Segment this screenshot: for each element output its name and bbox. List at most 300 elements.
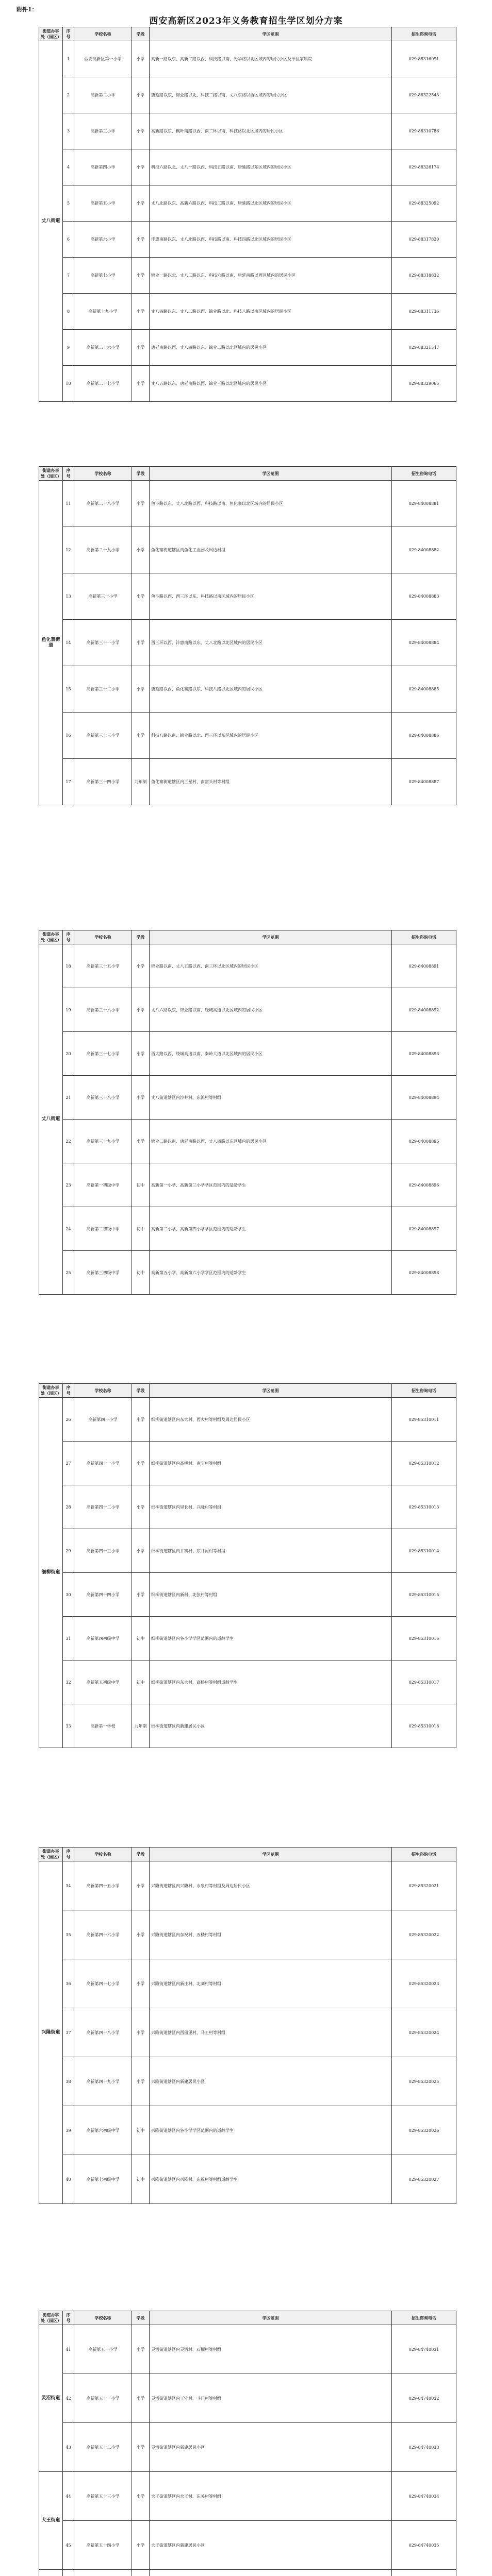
cell-school: 高新第五十小学 [74, 2325, 132, 2374]
cell-num: 38 [63, 2057, 74, 2106]
cell-range: 唐延路以东、锦业路以北、科技二路以南、丈八东路以西区域内的居民小区 [150, 77, 392, 113]
cell-phone: 029-85320027 [392, 2155, 456, 2204]
cell-school: 高新第三初级中学 [74, 1251, 132, 1295]
cell-school: 高新第六小学 [74, 222, 132, 258]
cell-phone: 029-88317820 [392, 222, 456, 258]
cell-level: 小学 [132, 77, 150, 113]
cell-area [39, 2570, 63, 2576]
cell-phone: 029-84740032 [392, 2374, 456, 2423]
header-area: 街道办事处（园区） [39, 27, 63, 41]
cell-range: 细柳街道辖区内各小学学区范围内的适龄学生 [150, 1617, 392, 1660]
header-area: 街道办事处（园区） [39, 467, 63, 481]
cell-num: 44 [63, 2472, 74, 2521]
cell-range: 细柳街道辖区内新建居民小区 [150, 1704, 392, 1748]
header-phone: 招生咨询电话 [392, 2311, 456, 2325]
cell-school [74, 2570, 132, 2576]
cell-phone: 029-85320026 [392, 2106, 456, 2155]
cell-level: 小学 [132, 527, 150, 573]
cell-level: 小学 [132, 2325, 150, 2374]
cell-num: 22 [63, 1120, 74, 1163]
cell-school: 高新第三十三小学 [74, 713, 132, 759]
cell-range: 细柳街道辖区内高桥村、南宁村等村组 [150, 1442, 392, 1485]
header-range: 学区范围 [150, 1384, 392, 1398]
cell-phone: 029-85310016 [392, 1617, 456, 1660]
cell-num: 8 [63, 294, 74, 330]
cell-school: 高新第二十八小学 [74, 481, 132, 527]
cell-school: 高新第五小学 [74, 185, 132, 222]
header-level: 学段 [132, 930, 150, 944]
cell-level: 小学 [132, 222, 150, 258]
header-phone: 招生咨询电话 [392, 930, 456, 944]
cell-num: 42 [63, 2374, 74, 2423]
cell-num: 6 [63, 222, 74, 258]
cell-range: 兴隆街道辖区内兴隆村、东祝村等村组适龄学生 [150, 2155, 392, 2204]
cell-num: 1 [63, 41, 74, 77]
header-num: 序号 [63, 2311, 74, 2325]
table-row [39, 1573, 456, 1617]
cell-phone: 029-84740031 [392, 2325, 456, 2374]
cell-phone: 029-84008894 [392, 1076, 456, 1120]
cell-phone: 029-88322543 [392, 77, 456, 113]
cell-phone: 029-85320022 [392, 1910, 456, 1959]
cell-phone: 029-84008887 [392, 759, 456, 805]
cell-phone: 029-84008895 [392, 1120, 456, 1163]
table-row [39, 113, 456, 149]
cell-school: 高新第七小学 [74, 258, 132, 294]
cell-level: 小学 [132, 1485, 150, 1529]
table-row [39, 2570, 456, 2576]
cell-phone: 029-84008885 [392, 666, 456, 713]
cell-school: 高新第三十九小学 [74, 1120, 132, 1163]
cell-range: 鱼化寨街道辖区内三星村、南窑头村等村组 [150, 759, 392, 805]
cell-level: 小学 [132, 1398, 150, 1442]
cell-num: 32 [63, 1660, 74, 1704]
table-row [39, 222, 456, 258]
cell-school: 高新第一学校 [74, 1704, 132, 1748]
cell-num: 25 [63, 1251, 74, 1295]
cell-num: 29 [63, 1529, 74, 1573]
cell-level: 小学 [132, 2423, 150, 2472]
cell-range: 锦业二路以南、唐延南路以西、丈八四路以东区域内的居民小区 [150, 1120, 392, 1163]
cell-school: 高新第一初级中学 [74, 1163, 132, 1207]
cell-range: 细柳街道辖区内新村、北张村等村组 [150, 1573, 392, 1617]
cell-level: 初中 [132, 1163, 150, 1207]
cell-range: 丈八北路以东、高新六路以西、科技二路以南、唐延路以北区域内的居民小区 [150, 185, 392, 222]
table-row [39, 149, 456, 185]
table-header-row [39, 467, 456, 481]
table-page [39, 1383, 456, 1748]
cell-school: 高新第三十一小学 [74, 620, 132, 666]
cell-school: 高新第五十一小学 [74, 2374, 132, 2423]
cell-level: 小学 [132, 258, 150, 294]
table-row [39, 944, 456, 988]
cell-level: 小学 [132, 713, 150, 759]
cell-level: 小学 [132, 2057, 150, 2106]
table-page [39, 466, 456, 805]
table-page [39, 2311, 456, 2576]
cell-level: 小学 [132, 149, 150, 185]
header-level: 学段 [132, 1848, 150, 1861]
cell-num: 3 [63, 113, 74, 149]
cell-area: 灵沼街道 [39, 2325, 63, 2472]
header-num: 序号 [63, 1384, 74, 1398]
cell-school: 高新第四十三小学 [74, 1529, 132, 1573]
cell-range: 高新第二小学、高新第四小学学区范围内的适龄学生 [150, 1207, 392, 1251]
cell-num: 12 [63, 527, 74, 573]
cell-range: 兴隆街道辖区内各小学学区范围内的适龄学生 [150, 2106, 392, 2155]
cell-range: 沣惠南路以东、丈八北路以西、科技路以南、科技四路以北区域内的居民小区 [150, 222, 392, 258]
schools-table [39, 1383, 456, 1748]
table-row [39, 666, 456, 713]
cell-phone: 029-85310014 [392, 1529, 456, 1573]
cell-phone: 029-84008897 [392, 1207, 456, 1251]
cell-phone: 029-84008891 [392, 944, 456, 988]
cell-phone: 029-88321547 [392, 330, 456, 366]
cell-level: 小学 [132, 1529, 150, 1573]
header-range: 学区范围 [150, 467, 392, 481]
cell-school: 高新第三十八小学 [74, 1076, 132, 1120]
cell-level: 小学 [132, 1861, 150, 1910]
cell-num: 34 [63, 1861, 74, 1910]
cell-level: 小学 [132, 366, 150, 402]
header-range: 学区范围 [150, 930, 392, 944]
cell-level: 小学 [132, 666, 150, 713]
cell-num: 16 [63, 713, 74, 759]
cell-range: 唐延路以西、鱼化寨路以东、科技八路以北区域内的居民小区 [150, 666, 392, 713]
cell-school: 高新第三十二小学 [74, 666, 132, 713]
cell-num: 17 [63, 759, 74, 805]
table-row [39, 1529, 456, 1573]
header-level: 学段 [132, 1384, 150, 1398]
cell-num: 5 [63, 185, 74, 222]
cell-phone: 029-85310017 [392, 1660, 456, 1704]
cell-school: 高新第三十四小学 [74, 759, 132, 805]
cell-phone: 029-85310013 [392, 1485, 456, 1529]
cell-level: 初中 [132, 1660, 150, 1704]
cell-range: 灵沼街道辖区内王守村、斗门村等村组 [150, 2374, 392, 2423]
cell-num: 37 [63, 2008, 74, 2057]
table-row [39, 1076, 456, 1120]
cell-range: 灵沼街道辖区内新建居民小区 [150, 2423, 392, 2472]
schools-table [39, 27, 456, 402]
cell-level: 初中 [132, 2155, 150, 2204]
cell-num: 15 [63, 666, 74, 713]
table-page [39, 1847, 456, 2204]
cell-range: 西三环以西、沣惠南路以东、丈八北路以北区域内的居民小区 [150, 620, 392, 666]
cell-range: 丈八四路以东、丈八二路以西、锦业路以北、科技八路以南区域内的居民小区 [150, 294, 392, 330]
schools-table [39, 930, 456, 1295]
table-row [39, 2521, 456, 2570]
cell-area: 兴隆街道 [39, 1861, 63, 2204]
cell-range: 科技八路以南、锦业路以北、西三环以东区域内的居民小区 [150, 713, 392, 759]
cell-school: 高新第三十七小学 [74, 1032, 132, 1076]
table-row [39, 527, 456, 573]
cell-phone: 029-88311736 [392, 294, 456, 330]
cell-level: 九年制 [132, 759, 150, 805]
cell-school: 高新第四十六小学 [74, 1910, 132, 1959]
cell-school: 高新第五十四小学 [74, 2521, 132, 2570]
cell-level: 小学 [132, 988, 150, 1032]
cell-phone: 029-85310018 [392, 1704, 456, 1748]
cell-num: 26 [63, 1398, 74, 1442]
cell-school: 高新第四十小学 [74, 1398, 132, 1442]
table-row [39, 620, 456, 666]
cell-school: 高新第四十一小学 [74, 1442, 132, 1485]
cell-level: 小学 [132, 2472, 150, 2521]
cell-phone: 029-84008884 [392, 620, 456, 666]
cell-range: 大王街道辖区内新建居民小区 [150, 2521, 392, 2570]
cell-area: 丈八街道 [39, 41, 63, 402]
cell-school: 高新第二小学 [74, 77, 132, 113]
cell-level: 小学 [132, 620, 150, 666]
cell-level: 初中 [132, 1617, 150, 1660]
table-row [39, 2155, 456, 2204]
cell-range: 细柳街道辖区内甘寨村、东甘河村等村组 [150, 1529, 392, 1573]
table-row [39, 759, 456, 805]
schools-table [39, 2311, 456, 2576]
table-row [39, 2472, 456, 2521]
cell-num: 19 [63, 988, 74, 1032]
cell-school: 高新第二十九小学 [74, 527, 132, 573]
table-row [39, 1704, 456, 1748]
cell-range: 唐延南路以西、丈八四路以东、锦业二路以北区域内的居民小区 [150, 330, 392, 366]
cell-level: 小学 [132, 1910, 150, 1959]
cell-num: 20 [63, 1032, 74, 1076]
cell-range: 鱼斗路以东、丈八北路以西、科技路以南、鱼化寨以北区域内的居民小区 [150, 481, 392, 527]
cell-num: 4 [63, 149, 74, 185]
cell-level: 小学 [132, 481, 150, 527]
cell-level: 小学 [132, 2374, 150, 2423]
table-row [39, 1959, 456, 2008]
cell-level: 小学 [132, 330, 150, 366]
cell-num: 24 [63, 1207, 74, 1251]
table-row [39, 1910, 456, 1959]
cell-school: 高新第三小学 [74, 113, 132, 149]
cell-school: 高新第十九小学 [74, 294, 132, 330]
header-area: 街道办事处（园区） [39, 930, 63, 944]
header-num: 序号 [63, 467, 74, 481]
header-school: 学校名称 [74, 467, 132, 481]
cell-level: 小学 [132, 573, 150, 620]
cell-range: 高新一路以东、高新二路以西、科技路以南、光华路以北区域内的居民小区及单位家属院 [150, 41, 392, 77]
cell-school: 高新第三十五小学 [74, 944, 132, 988]
table-row [39, 41, 456, 77]
cell-phone: 029-88310786 [392, 113, 456, 149]
cell-phone: 029-84008896 [392, 1163, 456, 1207]
cell-school: 高新第四初级中学 [74, 1617, 132, 1660]
cell-level: 小学 [132, 113, 150, 149]
header-num: 序号 [63, 930, 74, 944]
schools-table [39, 466, 456, 805]
cell-area: 细柳街道 [39, 1398, 63, 1748]
table-page [39, 27, 456, 402]
cell-range: 鱼化寨街道辖区内鱼化工业园及周边村组 [150, 527, 392, 573]
table-row [39, 2423, 456, 2472]
cell-level: 小学 [132, 1959, 150, 2008]
cell-num: 33 [63, 1704, 74, 1748]
cell-school: 高新第四十五小学 [74, 1861, 132, 1910]
cell-level: 初中 [132, 1207, 150, 1251]
cell-num: 13 [63, 573, 74, 620]
cell-level: 小学 [132, 2008, 150, 2057]
cell-num: 28 [63, 1485, 74, 1529]
cell-num: 40 [63, 2155, 74, 2204]
cell-level: 小学 [132, 1120, 150, 1163]
cell-phone: 029-84008883 [392, 573, 456, 620]
cell-range: 细柳街道辖区内里长村、兴隆村等村组 [150, 1485, 392, 1529]
cell-phone: 029-85310011 [392, 1398, 456, 1442]
table-row [39, 2325, 456, 2374]
cell-phone: 029-84008886 [392, 713, 456, 759]
cell-phone: 029-84740035 [392, 2521, 456, 2570]
table-row [39, 1660, 456, 1704]
cell-phone: 029-88316091 [392, 41, 456, 77]
header-phone: 招生咨询电话 [392, 1384, 456, 1398]
cell-phone: 029-84008892 [392, 988, 456, 1032]
table-row [39, 2008, 456, 2057]
cell-range: 丈八街道辖区内沙井村、东滩村等村组 [150, 1076, 392, 1120]
cell-range: 锦业一路以北、丈八二路以东、科技六路以南、唐延南路以西区域内的居民小区 [150, 258, 392, 294]
cell-phone: 029-85320021 [392, 1861, 456, 1910]
cell-level: 小学 [132, 944, 150, 988]
cell-range: 高新路以东、枫叶南路以西、南二环以南、科技路以北区域内的居民小区 [150, 113, 392, 149]
cell-num [63, 2570, 74, 2576]
cell-range: 灵沼街道辖区内灵沼村、石榴村等村组 [150, 2325, 392, 2374]
header-school: 学校名称 [74, 1848, 132, 1861]
table-row [39, 713, 456, 759]
cell-num: 36 [63, 1959, 74, 2008]
table-row [39, 2106, 456, 2155]
cell-phone: 029-84008881 [392, 481, 456, 527]
table-row [39, 1120, 456, 1163]
cell-phone: 029-88325092 [392, 185, 456, 222]
table-row [39, 77, 456, 113]
cell-level: 小学 [132, 294, 150, 330]
cell-phone: 029-88326174 [392, 149, 456, 185]
table-row [39, 294, 456, 330]
cell-phone: 029-88318832 [392, 258, 456, 294]
cell-phone: 029-84008882 [392, 527, 456, 573]
cell-area: 大王街道 [39, 2472, 63, 2570]
cell-num: 43 [63, 2423, 74, 2472]
cell-num: 2 [63, 77, 74, 113]
header-area: 街道办事处（园区） [39, 1848, 63, 1861]
cell-school: 高新第三十六小学 [74, 988, 132, 1032]
header-school: 学校名称 [74, 27, 132, 41]
table-row [39, 366, 456, 402]
header-phone: 招生咨询电话 [392, 467, 456, 481]
table-row [39, 573, 456, 620]
cell-num: 27 [63, 1442, 74, 1485]
table-row [39, 1163, 456, 1207]
header-level: 学段 [132, 467, 150, 481]
cell-level: 小学 [132, 185, 150, 222]
cell-num: 39 [63, 2106, 74, 2155]
table-row [39, 1032, 456, 1076]
header-range: 学区范围 [150, 27, 392, 41]
schools-table [39, 1847, 456, 2204]
table-row [39, 1251, 456, 1295]
cell-range: 西太路以西、绕城高速以南、秦岭大道以北区域内的居民小区 [150, 1032, 392, 1076]
cell-school: 西安高新区第一小学 [74, 41, 132, 77]
cell-range: 兴隆街道辖区内新庄村、北刘村等村组 [150, 1959, 392, 2008]
attachment-label: 附件1： [17, 6, 38, 13]
cell-phone: 029-84740033 [392, 2423, 456, 2472]
table-header-row [39, 27, 456, 41]
cell-level [132, 2570, 150, 2576]
cell-phone: 029-85320025 [392, 2057, 456, 2106]
header-range: 学区范围 [150, 1848, 392, 1861]
cell-range: 细柳街道辖区内东大村、高桥村等村组适龄学生 [150, 1660, 392, 1704]
table-row [39, 1861, 456, 1910]
cell-range: 鱼斗路以西、西三环以东、科技路以南区域内的居民小区 [150, 573, 392, 620]
cell-school: 高新第二十六小学 [74, 330, 132, 366]
table-row [39, 185, 456, 222]
cell-school: 高新第二十七小学 [74, 366, 132, 402]
cell-school: 高新第七初级中学 [74, 2155, 132, 2204]
cell-num: 41 [63, 2325, 74, 2374]
cell-range: 兴隆街道辖区内东祝村、五楼村等村组 [150, 1910, 392, 1959]
cell-phone: 029-85310015 [392, 1573, 456, 1617]
table-header-row [39, 930, 456, 944]
table-row [39, 1617, 456, 1660]
cell-level: 小学 [132, 1076, 150, 1120]
header-num: 序号 [63, 27, 74, 41]
cell-school: 高新第六初级中学 [74, 2106, 132, 2155]
cell-range: 兴隆街道辖区内兴隆村、水泉村等村组及周边居民小区 [150, 1861, 392, 1910]
cell-level: 九年制 [132, 1704, 150, 1748]
table-row [39, 1442, 456, 1485]
cell-area: 鱼化寨街道 [39, 481, 63, 805]
header-area: 街道办事处（园区） [39, 1384, 63, 1398]
table-row [39, 481, 456, 527]
cell-school: 高新第五十三小学 [74, 2472, 132, 2521]
table-page [39, 930, 456, 1295]
header-phone: 招生咨询电话 [392, 1848, 456, 1861]
cell-range: 兴隆街道辖区内新建居民小区 [150, 2057, 392, 2106]
cell-school: 高新第五十二小学 [74, 2423, 132, 2472]
table-header-row [39, 1384, 456, 1398]
table-row [39, 2057, 456, 2106]
cell-school: 高新第四十八小学 [74, 2008, 132, 2057]
cell-range: 科技六路以北、丈八一路以西、科技五路以南、唐延路以东区域内的居民小区 [150, 149, 392, 185]
cell-range: 兴隆街道辖区内西留堡村、马王村等村组 [150, 2008, 392, 2057]
cell-level: 小学 [132, 1442, 150, 1485]
cell-school: 高新第四小学 [74, 149, 132, 185]
cell-school: 高新第四十二小学 [74, 1485, 132, 1529]
header-school: 学校名称 [74, 2311, 132, 2325]
table-row [39, 1485, 456, 1529]
cell-phone: 029-85320024 [392, 2008, 456, 2057]
table-row [39, 1207, 456, 1251]
header-num: 序号 [63, 1848, 74, 1861]
cell-level: 初中 [132, 1251, 150, 1295]
cell-range: 锦业路以南、丈八五路以西、南三环以北区域内的居民小区 [150, 944, 392, 988]
header-phone: 招生咨询电话 [392, 27, 456, 41]
cell-num: 23 [63, 1163, 74, 1207]
header-school: 学校名称 [74, 930, 132, 944]
cell-num: 9 [63, 330, 74, 366]
document-title: 西安高新区2023年义务教育招生学区划分方案 [149, 16, 343, 26]
cell-school: 高新第三十小学 [74, 573, 132, 620]
header-area: 街道办事处（园区） [39, 2311, 63, 2325]
cell-phone: 029-85320023 [392, 1959, 456, 2008]
cell-range: 细柳街道辖区内东大村、西大村等村组及周边居民小区 [150, 1398, 392, 1442]
table-row [39, 988, 456, 1032]
cell-level: 小学 [132, 41, 150, 77]
header-level: 学段 [132, 2311, 150, 2325]
cell-level: 小学 [132, 1573, 150, 1617]
